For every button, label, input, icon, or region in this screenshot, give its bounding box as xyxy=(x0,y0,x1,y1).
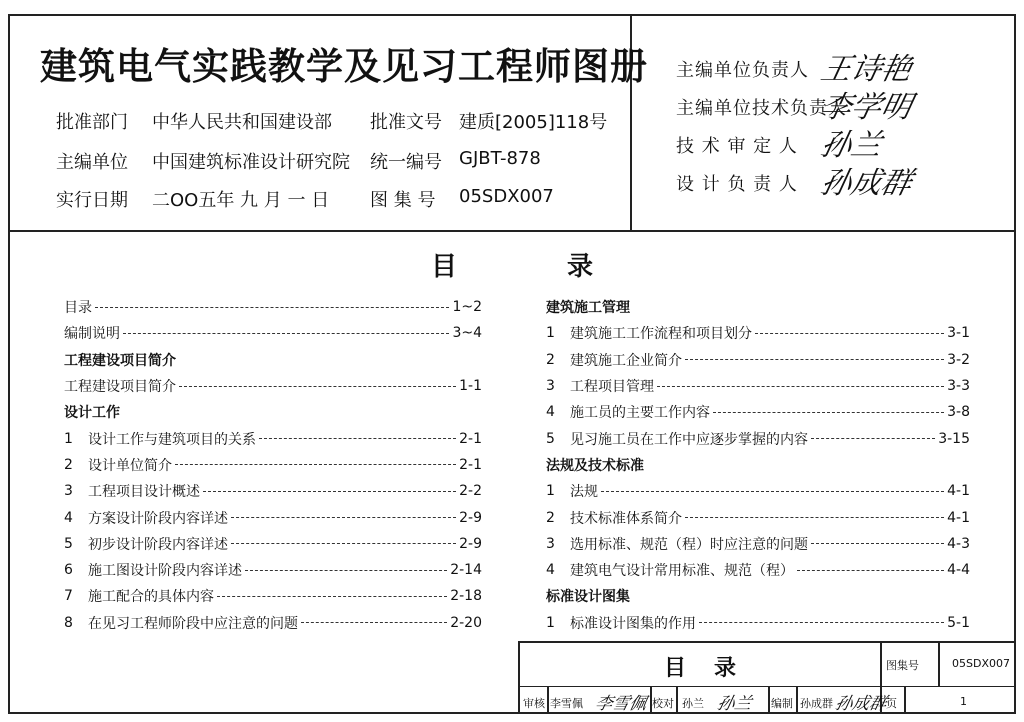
divider xyxy=(768,687,770,714)
toc-entry-page: 4-1 xyxy=(947,483,970,500)
toc-leader-line xyxy=(179,386,456,387)
toc-entry-number: 5 xyxy=(64,535,73,552)
toc-entry-number: 8 xyxy=(64,614,73,631)
toc-leader-line xyxy=(657,386,944,387)
toc-section-label: 标准设计图集 xyxy=(546,589,630,606)
toc-leader-line xyxy=(301,622,447,623)
toc-entry[interactable] xyxy=(546,425,970,451)
toc-section-heading xyxy=(64,347,482,373)
toc-entry-label: 建筑施工企业简介 xyxy=(570,352,682,369)
toc-entry[interactable] xyxy=(64,504,482,530)
toc-entry[interactable] xyxy=(64,531,482,557)
toc-entry-number: 6 xyxy=(64,562,73,579)
toc-leader-line xyxy=(685,517,944,518)
toc-entry-label: 设计工作与建筑项目的关系 xyxy=(88,431,256,448)
responsible-role: 技 术 审 定 人 xyxy=(676,136,798,157)
toc-entry-label: 建筑电气设计常用标准、规范（程） xyxy=(570,563,794,580)
toc-entry[interactable] xyxy=(546,531,970,557)
toc-left-column xyxy=(64,294,482,636)
toc-section-label: 设计工作 xyxy=(64,405,120,422)
drawing-sheet xyxy=(8,14,1016,714)
toc-leader-line xyxy=(95,307,449,308)
responsible-row xyxy=(676,56,836,82)
toc-entry-number: 1 xyxy=(546,325,555,342)
toc-entry-label: 技术标准体系简介 xyxy=(570,510,682,527)
cover-header xyxy=(10,16,1014,232)
toc-leader-line xyxy=(231,543,456,544)
meta-label: 批准部门 xyxy=(56,112,128,133)
meta-value: 建质[2005]118号 xyxy=(459,112,608,133)
toc-entry-page: 3-8 xyxy=(947,404,970,421)
review-signature: 李雪佩 xyxy=(593,694,649,714)
responsible-role: 主编单位负责人 xyxy=(676,60,809,81)
toc-entry-label: 施工员的主要工作内容 xyxy=(570,405,710,422)
toc-entry-label: 选用标准、规范（程）时应注意的问题 xyxy=(570,536,808,553)
toc-section-heading xyxy=(546,583,970,609)
divider xyxy=(880,643,882,687)
toc-leader-line xyxy=(713,412,944,413)
page-label: 页 xyxy=(886,697,897,710)
toc-entry-number: 3 xyxy=(546,535,555,552)
toc-entry-number: 4 xyxy=(546,404,555,421)
title-block xyxy=(518,641,1014,714)
toc-entry-page: 3-1 xyxy=(947,325,970,342)
toc-entry-label: 见习施工员在工作中应逐步掌握的内容 xyxy=(570,431,808,448)
toc-leader-line xyxy=(231,517,456,518)
divider xyxy=(547,687,549,714)
atlas-no-label: 图集号 xyxy=(886,659,919,672)
toc-entry-page: 2-1 xyxy=(459,430,482,447)
responsible-role: 主编单位技术负责人 xyxy=(676,98,847,119)
toc-entry[interactable] xyxy=(64,373,482,399)
toc-entry-label: 工程建设项目简介 xyxy=(64,379,176,396)
toc-entry-page: 2-9 xyxy=(459,509,482,526)
signature: 孙兰 xyxy=(817,128,885,163)
design-label: 编制 xyxy=(771,697,793,710)
toc-leader-line xyxy=(797,570,944,571)
toc-entry[interactable] xyxy=(546,557,970,583)
toc-entry[interactable] xyxy=(64,294,482,320)
toc-entry[interactable] xyxy=(546,478,970,504)
toc-entry[interactable] xyxy=(64,425,482,451)
toc-entry-page: 2-1 xyxy=(459,456,482,473)
toc-leader-line xyxy=(811,543,944,544)
toc-entry-page: 2-18 xyxy=(450,588,482,605)
meta-value: 05SDX007 xyxy=(459,186,554,207)
toc-entry-label: 建筑施工工作流程和项目划分 xyxy=(570,326,752,343)
toc-entry-number: 2 xyxy=(546,351,555,368)
toc-entry-label: 在见习工程师阶段中应注意的问题 xyxy=(88,615,298,632)
toc-leader-line xyxy=(217,596,447,597)
check-signature: 孙兰 xyxy=(715,694,754,714)
toc-entry-label: 初步设计阶段内容详述 xyxy=(88,536,228,553)
toc-leader-line xyxy=(811,438,935,439)
toc-entry[interactable] xyxy=(64,320,482,346)
toc-entry[interactable] xyxy=(64,583,482,609)
toc-leader-line xyxy=(259,438,456,439)
toc-entry-number: 1 xyxy=(546,483,555,500)
toc-entry-number: 3 xyxy=(64,483,73,500)
toc-section-heading xyxy=(546,452,970,478)
toc-entry-label: 施工配合的具体内容 xyxy=(88,589,214,606)
toc-entry-label: 施工图设计阶段内容详述 xyxy=(88,563,242,580)
toc-entry-page: 3-15 xyxy=(938,430,970,447)
review-name: 李雪佩 xyxy=(550,697,583,710)
toc-leader-line xyxy=(685,359,944,360)
toc-section-label: 工程建设项目简介 xyxy=(64,352,176,369)
toc-heading: 目录 xyxy=(430,252,703,282)
responsible-row xyxy=(676,170,836,196)
toc-entry-page: 3-2 xyxy=(947,351,970,368)
title-block-title: 目录 xyxy=(663,656,764,681)
toc-entry[interactable] xyxy=(546,399,970,425)
signature: 孙成群 xyxy=(817,166,915,201)
meta-label: 主编单位 xyxy=(56,152,128,173)
check-name: 孙兰 xyxy=(682,697,704,710)
toc-entry-page: 1~2 xyxy=(452,299,482,316)
toc-entry-page: 4-1 xyxy=(947,509,970,526)
toc-entry-page: 1-1 xyxy=(459,378,482,395)
toc-section-heading xyxy=(546,294,970,320)
review-label: 审核 xyxy=(523,697,545,710)
responsible-role: 设 计 负 责 人 xyxy=(676,174,798,195)
divider xyxy=(904,687,906,714)
toc-entry[interactable] xyxy=(546,347,970,373)
toc-section-label: 法规及技术标准 xyxy=(546,457,644,474)
toc-entry-number: 5 xyxy=(546,430,555,447)
meta-label: 批准文号 xyxy=(370,112,442,133)
toc-entry-label: 编制说明 xyxy=(64,326,120,343)
design-name: 孙成群 xyxy=(800,697,833,710)
responsible-row xyxy=(676,94,847,120)
page-number: 1 xyxy=(960,695,967,708)
toc-entry-number: 2 xyxy=(64,456,73,473)
toc-leader-line xyxy=(175,464,456,465)
toc-entry-label: 工程项目设计概述 xyxy=(88,484,200,501)
toc-entry-page: 2-9 xyxy=(459,535,482,552)
toc-leader-line xyxy=(123,333,449,334)
toc-entry[interactable] xyxy=(546,320,970,346)
divider xyxy=(676,687,678,714)
toc-entry-number: 7 xyxy=(64,588,73,605)
toc-entry-page: 2-20 xyxy=(450,614,482,631)
toc-entry[interactable] xyxy=(64,478,482,504)
divider xyxy=(796,687,798,714)
toc-entry[interactable] xyxy=(64,452,482,478)
toc-entry-label: 标准设计图集的作用 xyxy=(570,615,696,632)
toc-entry-label: 法规 xyxy=(570,484,598,501)
atlas-title: 建筑电气实践教学及见习工程师图册 xyxy=(40,45,648,88)
toc-entry-page: 3-3 xyxy=(947,378,970,395)
signature: 李学明 xyxy=(817,90,915,125)
responsible-row xyxy=(676,132,836,158)
toc-entry-label: 工程项目管理 xyxy=(570,379,654,396)
approval-info-panel xyxy=(10,16,648,230)
toc-entry-number: 4 xyxy=(64,509,73,526)
toc-section-label: 建筑施工管理 xyxy=(546,300,630,317)
signature: 王诗艳 xyxy=(817,52,915,87)
toc-leader-line xyxy=(245,570,447,571)
title-block-top xyxy=(520,643,1014,687)
meta-value: 中国建筑标准设计研究院 xyxy=(152,152,350,173)
toc-entry-label: 目录 xyxy=(64,300,92,317)
meta-value: GJBT-878 xyxy=(459,148,541,169)
design-signature: 孙成群 xyxy=(833,694,889,714)
toc-entry-number: 4 xyxy=(546,562,555,579)
toc-entry-page: 4-4 xyxy=(947,562,970,579)
meta-value: 二OO五年 九 月 一 日 xyxy=(152,190,330,211)
toc-entry-page: 5-1 xyxy=(947,614,970,631)
toc-entry[interactable] xyxy=(64,610,482,636)
check-label: 校对 xyxy=(652,697,674,710)
toc-entry[interactable] xyxy=(64,557,482,583)
meta-label: 图 集 号 xyxy=(370,190,436,211)
meta-value: 中华人民共和国建设部 xyxy=(152,112,332,133)
responsibles-panel xyxy=(634,16,1014,230)
toc-entry-number: 1 xyxy=(546,614,555,631)
toc-leader-line xyxy=(601,491,944,492)
meta-label: 实行日期 xyxy=(56,190,128,211)
atlas-no-value: 05SDX007 xyxy=(952,657,1010,670)
toc-entry-label: 方案设计阶段内容详述 xyxy=(88,510,228,527)
toc-entry-page: 2-14 xyxy=(450,562,482,579)
divider xyxy=(938,643,940,687)
toc-entry-label: 设计单位简介 xyxy=(88,457,172,474)
toc-entry[interactable] xyxy=(546,373,970,399)
toc-leader-line xyxy=(203,491,456,492)
toc-entry-page: 3~4 xyxy=(452,325,482,342)
toc-right-column xyxy=(546,294,970,636)
toc-leader-line xyxy=(699,622,944,623)
meta-label: 统一编号 xyxy=(370,152,442,173)
toc-entry-page: 2-2 xyxy=(459,483,482,500)
toc-entry-number: 2 xyxy=(546,509,555,526)
toc-entry-page: 4-3 xyxy=(947,535,970,552)
toc-entry-number: 3 xyxy=(546,378,555,395)
toc-leader-line xyxy=(755,333,944,334)
toc-section-heading xyxy=(64,399,482,425)
toc-entry[interactable] xyxy=(546,504,970,530)
toc-entry-number: 1 xyxy=(64,430,73,447)
toc-entry[interactable] xyxy=(546,610,970,636)
